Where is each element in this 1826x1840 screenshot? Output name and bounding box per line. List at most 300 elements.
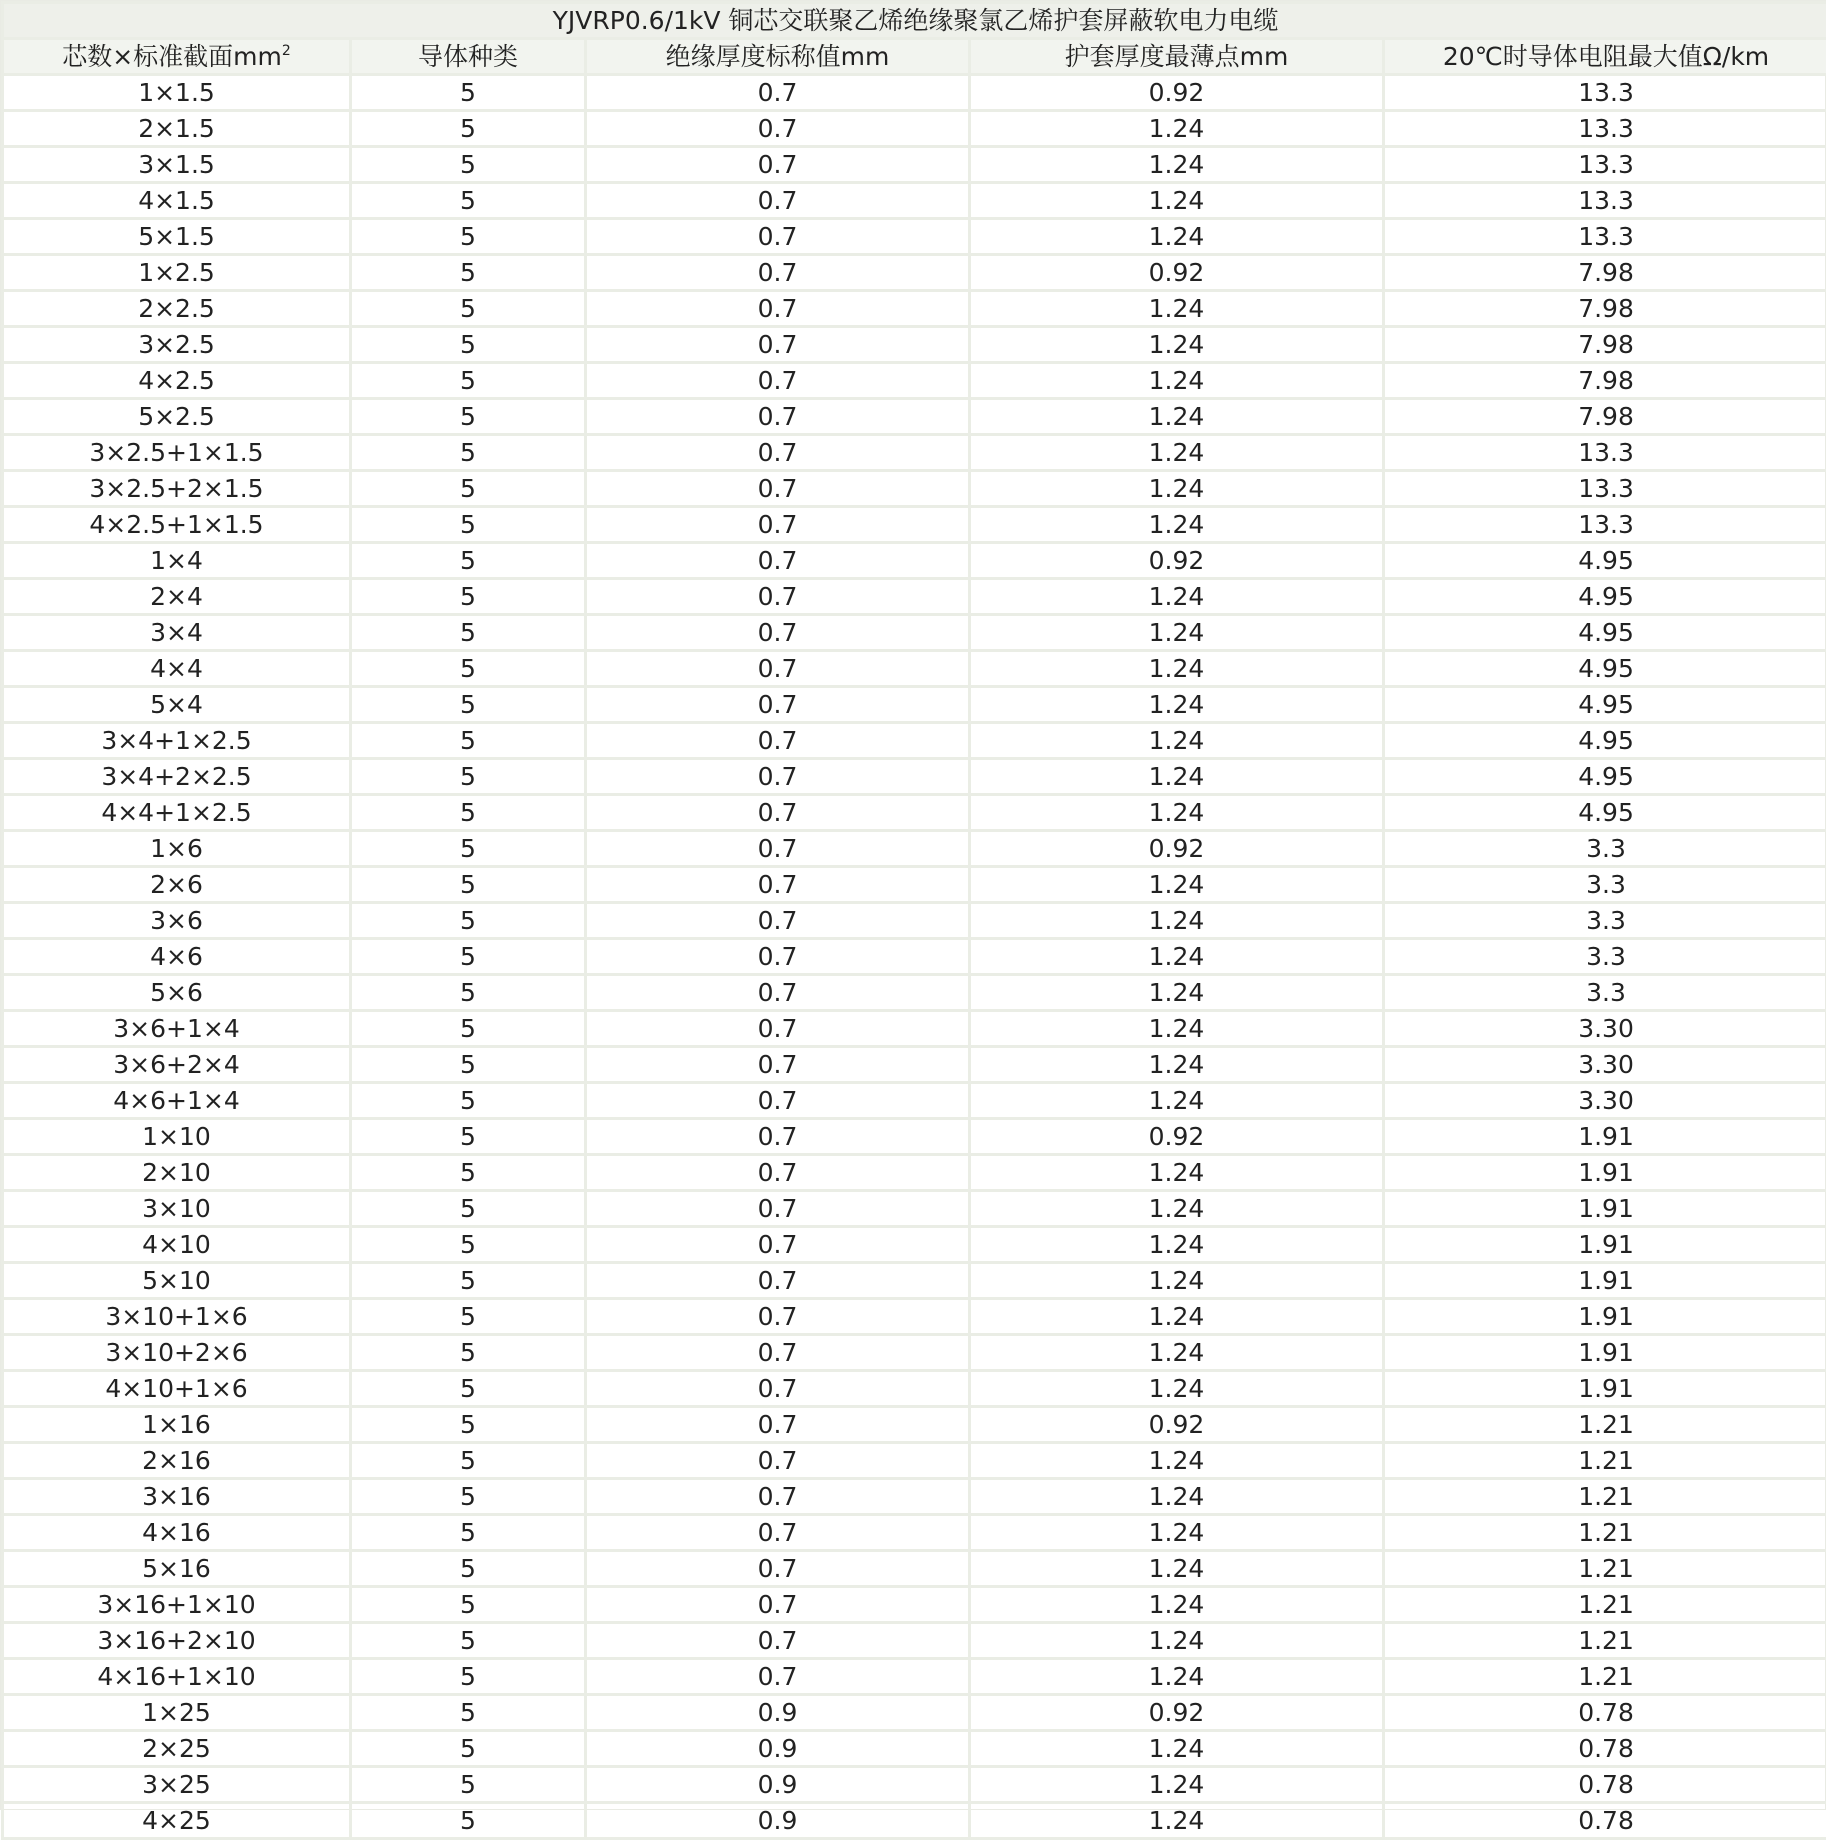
cell-conductor-class: 5 [351, 1083, 586, 1119]
cell-resistance: 13.3 [1384, 111, 1826, 147]
cell-insulation: 0.7 [586, 579, 970, 615]
cell-sheath: 1.24 [970, 939, 1384, 975]
cell-spec: 3×10+1×6 [3, 1299, 351, 1335]
cell-insulation: 0.7 [586, 183, 970, 219]
cell-resistance: 3.3 [1384, 903, 1826, 939]
table-row [3, 1335, 1826, 1371]
cell-sheath: 1.24 [970, 1515, 1384, 1551]
cell-sheath: 1.24 [970, 111, 1384, 147]
cell-insulation: 0.7 [586, 1155, 970, 1191]
cell-resistance: 1.21 [1384, 1515, 1826, 1551]
cell-resistance: 1.21 [1384, 1479, 1826, 1515]
cell-resistance: 3.3 [1384, 939, 1826, 975]
cell-spec: 4×16+1×10 [3, 1659, 351, 1695]
table-row [3, 723, 1826, 759]
cell-sheath: 1.24 [970, 1371, 1384, 1407]
cell-sheath: 1.24 [970, 1227, 1384, 1263]
cell-resistance: 1.21 [1384, 1659, 1826, 1695]
table-row [3, 1407, 1826, 1443]
cell-insulation: 0.7 [586, 687, 970, 723]
cell-insulation: 0.7 [586, 363, 970, 399]
table-row [3, 1047, 1826, 1083]
cell-sheath: 1.24 [970, 1011, 1384, 1047]
cell-sheath: 1.24 [970, 687, 1384, 723]
cell-sheath: 1.24 [970, 1299, 1384, 1335]
table-row [3, 831, 1826, 867]
cell-spec: 2×25 [3, 1731, 351, 1767]
table-row [3, 615, 1826, 651]
table-row [3, 867, 1826, 903]
cell-resistance: 13.3 [1384, 75, 1826, 111]
cell-conductor-class: 5 [351, 183, 586, 219]
table-row [3, 1803, 1826, 1839]
cell-spec: 2×4 [3, 579, 351, 615]
header-spec-superscript: 2 [282, 43, 291, 59]
cell-sheath: 0.92 [970, 831, 1384, 867]
cell-insulation: 0.7 [586, 75, 970, 111]
cell-insulation: 0.7 [586, 1659, 970, 1695]
table-row [3, 1767, 1826, 1803]
cell-spec: 5×16 [3, 1551, 351, 1587]
cell-sheath: 1.24 [970, 975, 1384, 1011]
cell-insulation: 0.7 [586, 723, 970, 759]
cell-sheath: 1.24 [970, 183, 1384, 219]
cell-spec: 3×16+2×10 [3, 1623, 351, 1659]
table-row [3, 1263, 1826, 1299]
cell-sheath: 1.24 [970, 1587, 1384, 1623]
cell-conductor-class: 5 [351, 435, 586, 471]
cell-sheath: 1.24 [970, 795, 1384, 831]
cell-insulation: 0.7 [586, 1263, 970, 1299]
cell-conductor-class: 5 [351, 1479, 586, 1515]
cell-insulation: 0.7 [586, 1335, 970, 1371]
cell-sheath: 1.24 [970, 147, 1384, 183]
cell-conductor-class: 5 [351, 1335, 586, 1371]
cell-insulation: 0.7 [586, 435, 970, 471]
cell-insulation: 0.9 [586, 1767, 970, 1803]
cell-resistance: 4.95 [1384, 759, 1826, 795]
cell-spec: 4×10+1×6 [3, 1371, 351, 1407]
cell-insulation: 0.7 [586, 975, 970, 1011]
cell-spec: 3×10+2×6 [3, 1335, 351, 1371]
cell-resistance: 13.3 [1384, 471, 1826, 507]
cell-spec: 1×2.5 [3, 255, 351, 291]
table-row [3, 1551, 1826, 1587]
cell-conductor-class: 5 [351, 1191, 586, 1227]
header-sheath: 护套厚度最薄点mm [970, 39, 1384, 75]
header-resistance: 20℃时导体电阻最大值Ω/km [1384, 39, 1826, 75]
cell-sheath: 0.92 [970, 75, 1384, 111]
cell-insulation: 0.7 [586, 759, 970, 795]
cell-spec: 3×4 [3, 615, 351, 651]
table-row [3, 795, 1826, 831]
cell-sheath: 0.92 [970, 1119, 1384, 1155]
table-row [3, 1227, 1826, 1263]
cell-sheath: 1.24 [970, 219, 1384, 255]
cell-spec: 5×4 [3, 687, 351, 723]
cell-resistance: 4.95 [1384, 651, 1826, 687]
title-row [3, 3, 1826, 39]
cell-resistance: 7.98 [1384, 291, 1826, 327]
cell-sheath: 1.24 [970, 903, 1384, 939]
cell-insulation: 0.7 [586, 1083, 970, 1119]
cell-spec: 4×2.5 [3, 363, 351, 399]
cell-insulation: 0.7 [586, 939, 970, 975]
cell-sheath: 1.24 [970, 1551, 1384, 1587]
cell-conductor-class: 5 [351, 219, 586, 255]
header-insulation: 绝缘厚度标称值mm [586, 39, 970, 75]
cell-conductor-class: 5 [351, 903, 586, 939]
cell-conductor-class: 5 [351, 1623, 586, 1659]
table-row [3, 579, 1826, 615]
cell-spec: 3×16 [3, 1479, 351, 1515]
cell-resistance: 13.3 [1384, 183, 1826, 219]
table-row [3, 111, 1826, 147]
cell-sheath: 1.24 [970, 1047, 1384, 1083]
cell-spec: 2×6 [3, 867, 351, 903]
cell-conductor-class: 5 [351, 327, 586, 363]
cell-sheath: 0.92 [970, 255, 1384, 291]
cell-conductor-class: 5 [351, 867, 586, 903]
table-title: YJVRP0.6/1kV 铜芯交联聚乙烯绝缘聚氯乙烯护套屏蔽软电力电缆 [3, 3, 1826, 39]
header-spec-label: 芯数×标准截面mm [62, 42, 282, 71]
cell-resistance: 4.95 [1384, 543, 1826, 579]
cell-insulation: 0.7 [586, 507, 970, 543]
cell-insulation: 0.7 [586, 543, 970, 579]
table-body [3, 75, 1826, 1839]
cell-sheath: 1.24 [970, 435, 1384, 471]
table-row [3, 471, 1826, 507]
cell-insulation: 0.7 [586, 255, 970, 291]
table-row [3, 1731, 1826, 1767]
table-row [3, 543, 1826, 579]
cell-conductor-class: 5 [351, 1767, 586, 1803]
cell-insulation: 0.7 [586, 219, 970, 255]
table-row [3, 255, 1826, 291]
table-row [3, 1587, 1826, 1623]
cell-spec: 5×6 [3, 975, 351, 1011]
cell-spec: 3×16+1×10 [3, 1587, 351, 1623]
cell-conductor-class: 5 [351, 147, 586, 183]
table-row [3, 975, 1826, 1011]
table-row [3, 1155, 1826, 1191]
cell-insulation: 0.7 [586, 1371, 970, 1407]
cell-conductor-class: 5 [351, 687, 586, 723]
table-row [3, 1119, 1826, 1155]
table-row [3, 651, 1826, 687]
cell-spec: 2×16 [3, 1443, 351, 1479]
cell-conductor-class: 5 [351, 1443, 586, 1479]
table-row [3, 75, 1826, 111]
cell-sheath: 1.24 [970, 1659, 1384, 1695]
cell-spec: 4×1.5 [3, 183, 351, 219]
cell-conductor-class: 5 [351, 615, 586, 651]
cell-spec: 2×2.5 [3, 291, 351, 327]
cell-spec: 3×2.5+1×1.5 [3, 435, 351, 471]
cell-resistance: 13.3 [1384, 435, 1826, 471]
cell-conductor-class: 5 [351, 795, 586, 831]
cell-sheath: 0.92 [970, 1695, 1384, 1731]
cell-sheath: 1.24 [970, 291, 1384, 327]
cell-sheath: 0.92 [970, 543, 1384, 579]
table-row [3, 147, 1826, 183]
cell-sheath: 1.24 [970, 1803, 1384, 1839]
cell-resistance: 1.91 [1384, 1335, 1826, 1371]
cell-spec: 3×4+1×2.5 [3, 723, 351, 759]
cell-spec: 5×10 [3, 1263, 351, 1299]
table-row [3, 1371, 1826, 1407]
cell-spec: 4×25 [3, 1803, 351, 1839]
cell-spec: 5×1.5 [3, 219, 351, 255]
cell-spec: 4×6+1×4 [3, 1083, 351, 1119]
cell-insulation: 0.9 [586, 1803, 970, 1839]
cell-insulation: 0.7 [586, 399, 970, 435]
cell-insulation: 0.7 [586, 867, 970, 903]
cell-sheath: 1.24 [970, 1083, 1384, 1119]
cell-resistance: 13.3 [1384, 219, 1826, 255]
cell-spec: 2×10 [3, 1155, 351, 1191]
cell-spec: 1×25 [3, 1695, 351, 1731]
cell-spec: 3×6+2×4 [3, 1047, 351, 1083]
cell-insulation: 0.7 [586, 615, 970, 651]
cell-resistance: 1.91 [1384, 1119, 1826, 1155]
cell-resistance: 0.78 [1384, 1767, 1826, 1803]
cell-insulation: 0.7 [586, 651, 970, 687]
cell-conductor-class: 5 [351, 939, 586, 975]
table-row [3, 183, 1826, 219]
cell-sheath: 1.24 [970, 507, 1384, 543]
cell-resistance: 1.91 [1384, 1371, 1826, 1407]
table-row [3, 291, 1826, 327]
cell-sheath: 1.24 [970, 1335, 1384, 1371]
cell-conductor-class: 5 [351, 1371, 586, 1407]
table-row [3, 507, 1826, 543]
cell-resistance: 1.91 [1384, 1299, 1826, 1335]
cell-conductor-class: 5 [351, 651, 586, 687]
table-row [3, 1083, 1826, 1119]
cell-conductor-class: 5 [351, 1803, 586, 1839]
table-row [3, 939, 1826, 975]
cell-insulation: 0.9 [586, 1695, 970, 1731]
cell-insulation: 0.7 [586, 903, 970, 939]
cell-spec: 1×4 [3, 543, 351, 579]
table-row [3, 759, 1826, 795]
cell-insulation: 0.7 [586, 147, 970, 183]
cell-spec: 3×1.5 [3, 147, 351, 183]
table-row [3, 435, 1826, 471]
cell-spec: 1×16 [3, 1407, 351, 1443]
cell-conductor-class: 5 [351, 1551, 586, 1587]
cell-resistance: 4.95 [1384, 795, 1826, 831]
cell-sheath: 1.24 [970, 327, 1384, 363]
cell-conductor-class: 5 [351, 255, 586, 291]
cable-spec-table [1, 1, 1826, 1840]
cell-sheath: 1.24 [970, 1443, 1384, 1479]
table-row [3, 399, 1826, 435]
table-row [3, 1623, 1826, 1659]
cell-resistance: 7.98 [1384, 255, 1826, 291]
cell-spec: 4×2.5+1×1.5 [3, 507, 351, 543]
table-row [3, 363, 1826, 399]
cell-spec: 1×1.5 [3, 75, 351, 111]
cell-resistance: 1.21 [1384, 1623, 1826, 1659]
cell-conductor-class: 5 [351, 399, 586, 435]
cell-sheath: 1.24 [970, 1731, 1384, 1767]
table-row [3, 327, 1826, 363]
cell-conductor-class: 5 [351, 1155, 586, 1191]
header-spec [3, 39, 351, 75]
cell-conductor-class: 5 [351, 759, 586, 795]
cell-resistance: 3.30 [1384, 1011, 1826, 1047]
cell-sheath: 1.24 [970, 651, 1384, 687]
cell-resistance: 0.78 [1384, 1731, 1826, 1767]
cell-spec: 1×6 [3, 831, 351, 867]
cell-insulation: 0.7 [586, 111, 970, 147]
cell-resistance: 0.78 [1384, 1695, 1826, 1731]
cell-conductor-class: 5 [351, 471, 586, 507]
cell-conductor-class: 5 [351, 507, 586, 543]
cell-sheath: 0.92 [970, 1407, 1384, 1443]
cell-resistance: 13.3 [1384, 507, 1826, 543]
header-row [3, 39, 1826, 75]
cell-sheath: 1.24 [970, 1263, 1384, 1299]
cell-spec: 3×6+1×4 [3, 1011, 351, 1047]
cell-resistance: 3.3 [1384, 975, 1826, 1011]
cell-spec: 5×2.5 [3, 399, 351, 435]
cell-resistance: 7.98 [1384, 399, 1826, 435]
cell-spec: 1×10 [3, 1119, 351, 1155]
cell-insulation: 0.7 [586, 1623, 970, 1659]
cell-conductor-class: 5 [351, 1119, 586, 1155]
cell-sheath: 1.24 [970, 399, 1384, 435]
cell-insulation: 0.7 [586, 1443, 970, 1479]
table-row [3, 1515, 1826, 1551]
cell-resistance: 1.21 [1384, 1443, 1826, 1479]
cell-conductor-class: 5 [351, 543, 586, 579]
cell-resistance: 4.95 [1384, 615, 1826, 651]
cell-conductor-class: 5 [351, 1587, 586, 1623]
cell-sheath: 1.24 [970, 1191, 1384, 1227]
cell-insulation: 0.7 [586, 1407, 970, 1443]
cell-resistance: 0.78 [1384, 1803, 1826, 1839]
cell-resistance: 1.21 [1384, 1407, 1826, 1443]
cell-resistance: 1.21 [1384, 1551, 1826, 1587]
cell-resistance: 7.98 [1384, 363, 1826, 399]
cell-insulation: 0.7 [586, 471, 970, 507]
cell-sheath: 1.24 [970, 1767, 1384, 1803]
cell-conductor-class: 5 [351, 1659, 586, 1695]
cell-insulation: 0.7 [586, 1011, 970, 1047]
table-row [3, 1659, 1826, 1695]
table-row [3, 219, 1826, 255]
cell-insulation: 0.7 [586, 1551, 970, 1587]
cell-spec: 3×6 [3, 903, 351, 939]
table-row [3, 1443, 1826, 1479]
cell-sheath: 1.24 [970, 471, 1384, 507]
cell-conductor-class: 5 [351, 579, 586, 615]
cell-spec: 4×6 [3, 939, 351, 975]
cell-conductor-class: 5 [351, 1263, 586, 1299]
cell-insulation: 0.7 [586, 1227, 970, 1263]
cell-resistance: 3.3 [1384, 831, 1826, 867]
cell-sheath: 1.24 [970, 615, 1384, 651]
cell-conductor-class: 5 [351, 1011, 586, 1047]
cell-spec: 4×10 [3, 1227, 351, 1263]
cell-resistance: 4.95 [1384, 723, 1826, 759]
cell-resistance: 3.3 [1384, 867, 1826, 903]
cell-conductor-class: 5 [351, 831, 586, 867]
cell-insulation: 0.7 [586, 1191, 970, 1227]
cell-conductor-class: 5 [351, 1731, 586, 1767]
cell-insulation: 0.7 [586, 831, 970, 867]
cell-conductor-class: 5 [351, 291, 586, 327]
cell-spec: 3×2.5 [3, 327, 351, 363]
cell-spec: 3×25 [3, 1767, 351, 1803]
table-row [3, 1695, 1826, 1731]
header-conductor-class: 导体种类 [351, 39, 586, 75]
cell-conductor-class: 5 [351, 1227, 586, 1263]
table-row [3, 1299, 1826, 1335]
cell-resistance: 3.30 [1384, 1047, 1826, 1083]
cell-insulation: 0.7 [586, 795, 970, 831]
cell-spec: 3×2.5+2×1.5 [3, 471, 351, 507]
cell-resistance: 7.98 [1384, 327, 1826, 363]
cell-sheath: 1.24 [970, 1479, 1384, 1515]
cell-insulation: 0.7 [586, 1515, 970, 1551]
cell-insulation: 0.7 [586, 291, 970, 327]
cell-sheath: 1.24 [970, 1155, 1384, 1191]
cell-conductor-class: 5 [351, 975, 586, 1011]
cell-sheath: 1.24 [970, 363, 1384, 399]
cell-spec: 2×1.5 [3, 111, 351, 147]
cell-spec: 4×16 [3, 1515, 351, 1551]
cell-resistance: 1.21 [1384, 1587, 1826, 1623]
cell-conductor-class: 5 [351, 1299, 586, 1335]
cell-spec: 3×4+2×2.5 [3, 759, 351, 795]
table-row [3, 903, 1826, 939]
cell-insulation: 0.7 [586, 1119, 970, 1155]
cell-sheath: 1.24 [970, 723, 1384, 759]
cell-sheath: 1.24 [970, 579, 1384, 615]
cell-insulation: 0.7 [586, 327, 970, 363]
cell-conductor-class: 5 [351, 111, 586, 147]
cell-conductor-class: 5 [351, 1407, 586, 1443]
cell-insulation: 0.9 [586, 1731, 970, 1767]
cell-resistance: 1.91 [1384, 1155, 1826, 1191]
cell-insulation: 0.7 [586, 1299, 970, 1335]
cell-insulation: 0.7 [586, 1587, 970, 1623]
cell-resistance: 3.30 [1384, 1083, 1826, 1119]
cell-conductor-class: 5 [351, 723, 586, 759]
cell-spec: 4×4+1×2.5 [3, 795, 351, 831]
cell-sheath: 1.24 [970, 759, 1384, 795]
cell-resistance: 13.3 [1384, 147, 1826, 183]
table-row [3, 687, 1826, 723]
table-row [3, 1191, 1826, 1227]
cell-resistance: 4.95 [1384, 579, 1826, 615]
cell-conductor-class: 5 [351, 1695, 586, 1731]
cell-insulation: 0.7 [586, 1479, 970, 1515]
cell-sheath: 1.24 [970, 1623, 1384, 1659]
cell-conductor-class: 5 [351, 363, 586, 399]
table-row [3, 1479, 1826, 1515]
cell-resistance: 4.95 [1384, 687, 1826, 723]
cell-spec: 4×4 [3, 651, 351, 687]
cell-resistance: 1.91 [1384, 1191, 1826, 1227]
cell-conductor-class: 5 [351, 75, 586, 111]
cell-resistance: 1.91 [1384, 1227, 1826, 1263]
table-row [3, 1011, 1826, 1047]
